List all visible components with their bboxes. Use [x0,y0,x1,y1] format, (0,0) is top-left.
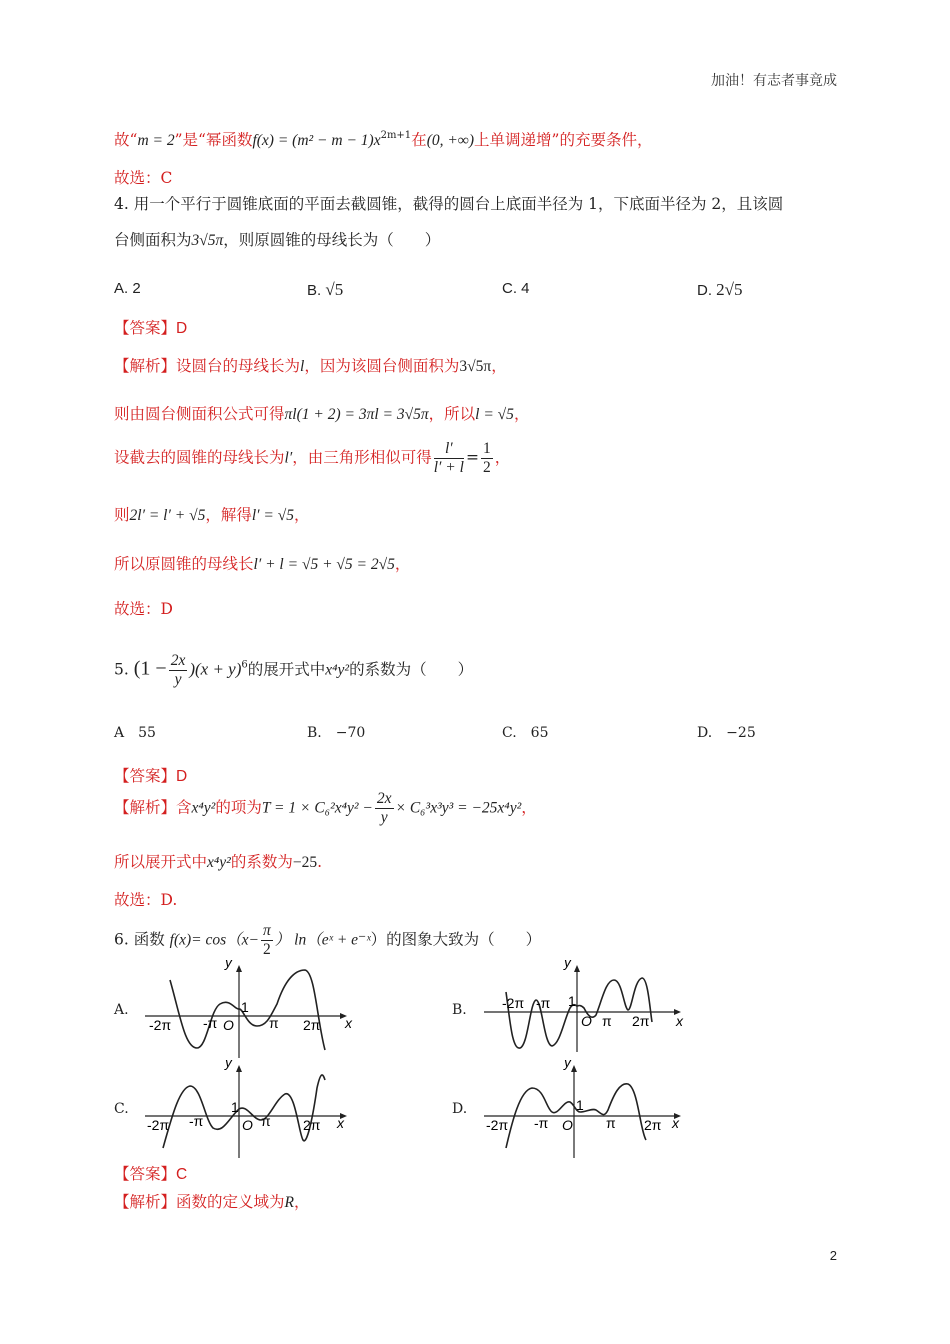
q5-answer: 【答案】D [114,767,188,785]
graph-c-pi-label: π [261,1113,271,1129]
graph-b-one-label: 1 [568,993,576,1009]
graph-c-negpi-label: -π [189,1113,204,1129]
q5-conclusion: 故选：D. [114,891,178,909]
graph-c-origin-label: O [242,1117,253,1133]
graph-c-neg2pi-label: -2π [147,1117,170,1133]
graph-d-neg2pi-label: -2π [486,1117,509,1133]
q5-analysis-1: 【解析】含x⁴y²的项为T = 1 × C₆²x⁴y² − $\frac{2x}{y}$ × C₆³x³y³ = −25x⁴y²， [114,790,537,826]
q4-stem-line1: 4. 用一个平行于圆锥底面的平面去截圆锥，截得的圆台上底面半径为 1，下底面半径为 2，且该圆 [114,195,784,213]
graph-option-b [484,960,694,1060]
q4-option-c: C. 4 [502,280,530,297]
q4-option-d: D. 2√5 [697,280,743,299]
q4-analysis-3: 设截去的圆锥的母线长为l′，由三角形相似可得 $\frac{l'}{l' + l}$ = $\frac{1}{2}$ ， [114,440,511,476]
graph-a-one-label: 1 [241,999,249,1015]
q6-option-d-label: D. [452,1101,468,1117]
page-header: 加油！有志者事竟成 [711,73,837,89]
graph-b-pi-label: π [602,1013,612,1029]
graph-a-2pi-label: 2π [303,1017,321,1033]
graph-a-x-label: x [345,1015,352,1031]
graph-b-2pi-label: 2π [632,1013,650,1029]
q6-option-b-label: B. [452,1002,467,1018]
q6-analysis-1: 【解析】函数的定义域为R， [114,1193,310,1211]
graph-option-d [484,1060,694,1160]
graph-d-2pi-label: 2π [644,1117,662,1133]
q5-option-b: B. −70 [307,725,366,741]
prev-conclusion-line: 故“m = 2”是“幂函数$f(x) = (m^2 - m - 1)x^{2m+1}$在(0, +∞)上单调递增”的充要条件， [114,130,653,149]
q4-analysis-5: 所以原圆锥的母线长l′ + l = √5 + √5 = 2√5， [114,555,411,573]
q5-option-c: C. 65 [502,725,549,741]
graph-a-neg2pi-label: -2π [149,1017,172,1033]
q6-option-c-label: C. [114,1101,129,1117]
graph-b-neg2pi-label: -2π [502,995,525,1011]
q4-analysis-1: 【解析】设圆台的母线长为l，因为该圆台侧面积为3√5π， [114,357,507,375]
q5-option-d: D. −25 [697,725,756,741]
q4-conclusion: 故选：D [114,600,173,618]
page-number: 2 [829,1248,837,1263]
graph-b-x-label: x [676,1013,683,1029]
q6-option-a-label: A. [114,1002,129,1018]
graph-c-y-label: y [225,1060,232,1070]
q4-option-a: A. 2 [114,280,141,297]
q4-analysis-2: 则由圆台侧面积公式可得πl(1 + 2) = 3πl = 3√5π，所以l = √5， [114,405,530,423]
q4-stem-line2: 台侧面积为3√5π，则原圆锥的母线长为（ ） [114,231,441,249]
graph-a-pi-label: π [269,1015,279,1031]
q5-analysis-2: 所以展开式中x⁴y²的系数为−25. [114,853,323,871]
prev-answer: 故选：C [114,169,173,187]
graph-a-origin-label: O [223,1017,234,1033]
graph-c-one-label: 1 [231,1099,239,1115]
graph-c-x-label: x [337,1115,344,1131]
graph-d-pi-label: π [606,1115,616,1131]
graph-d-y-label: y [564,1060,571,1070]
graph-c-2pi-label: 2π [303,1117,321,1133]
graph-option-c [145,1060,355,1160]
graph-d-x-label: x [672,1115,679,1131]
q4-answer: 【答案】D [114,319,188,337]
q5-stem: 5. (1 − $\frac{2x}{y}$ )$(x + y)^6$的展开式中x⁴y²的系数为（ ） [114,652,474,688]
graph-d-origin-label: O [562,1117,573,1133]
graph-d-negpi-label: -π [534,1115,549,1131]
q4-analysis-4: 则2l′ = l′ + √5，解得l′ = √5， [114,506,310,524]
q4-option-b: B. √5 [307,280,344,299]
q5-option-a: A 55 [114,725,156,741]
q6-answer: 【答案】C [114,1165,188,1183]
graph-b-y-label: y [564,960,571,970]
graph-a-y-label: y [225,960,232,970]
graph-a-negpi-label: -π [203,1015,218,1031]
graph-b-negpi-label: -π [536,995,551,1011]
q6-stem: 6. 函数 f(x)= cos（x− $\frac{\pi}{2}$ ） ln（eˣ + e⁻ˣ）的图象大致为（ ） [114,922,542,958]
graph-b-origin-label: O [581,1013,592,1029]
graph-d-one-label: 1 [576,1097,584,1113]
graph-option-a [145,960,355,1060]
